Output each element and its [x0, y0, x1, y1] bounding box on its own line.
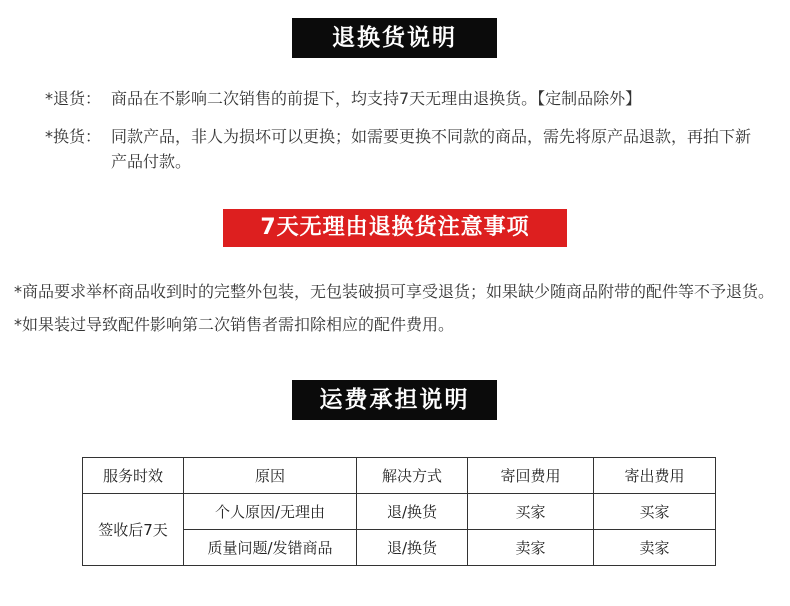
table-header-cell: 原因: [184, 458, 357, 494]
return-policy-text: 商品在不影响二次销售的前提下，均支持7天无理由退换货。【定制品除外】: [111, 89, 642, 108]
table-cell: 卖家: [468, 530, 594, 566]
table-cell: 买家: [468, 494, 594, 530]
exchange-policy-label: *换货：: [45, 127, 102, 146]
returns-section-title: 退换货说明: [292, 18, 497, 58]
exchange-policy-text: 同款产品，非人为损坏可以更换；如需要更换不同款的商品，需先将原产品退款，再拍下新产品付款。: [111, 127, 752, 171]
table-cell: 质量问题/发错商品: [184, 530, 357, 566]
table-header-cell: 解决方式: [357, 458, 468, 494]
notice-section-title: 7天无理由退换货注意事项: [223, 209, 567, 247]
table-cell: 卖家: [594, 530, 716, 566]
shipping-section-title: 运费承担说明: [292, 380, 497, 420]
table-cell: 买家: [594, 494, 716, 530]
return-policy-label: *退货：: [45, 89, 102, 108]
return-policy: [45, 86, 765, 111]
table-row: [83, 494, 716, 530]
shipping-fee-table: [82, 457, 716, 566]
service-period-cell: 签收后7天: [83, 494, 184, 566]
table-cell: 退/换货: [357, 494, 468, 530]
table-header-cell: 寄回费用: [468, 458, 594, 494]
table-cell: 个人原因/无理由: [184, 494, 357, 530]
table-cell: 退/换货: [357, 530, 468, 566]
exchange-policy: [45, 124, 765, 176]
table-header-row: [83, 458, 716, 494]
notice-text: *商品要求举杯商品收到时的完整外包装，无包装破损可享受退货；如果缺少随商品附带的配件等不予退货。*如果装过导致配件影响第二次销售者需扣除相应的配件费用。: [14, 282, 775, 334]
table-header-cell: 服务时效: [83, 458, 184, 494]
table-header-cell: 寄出费用: [594, 458, 716, 494]
